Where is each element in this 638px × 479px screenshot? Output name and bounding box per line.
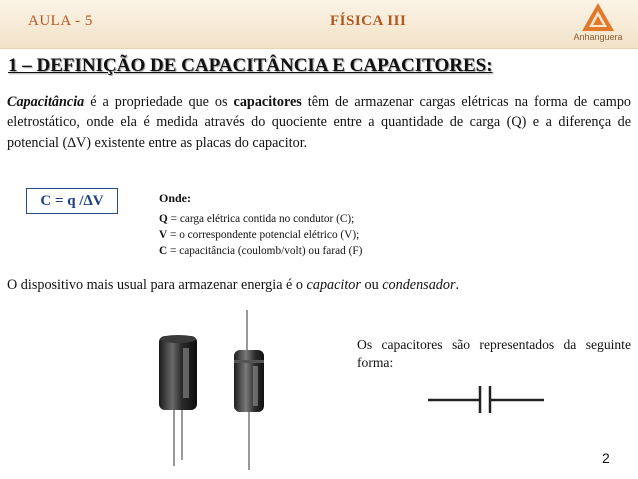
anhanguera-logo xyxy=(563,2,633,46)
formula-box: C = q /∆V xyxy=(26,188,118,214)
usual-device-sentence: O dispositivo mais usual para armazenar energia é o capacitor ou condensador. xyxy=(7,277,460,293)
logo-triangle-icon xyxy=(581,2,615,32)
section-title: 1 – DEFINIÇÃO DE CAPACITÂNCIA E CAPACITORES: xyxy=(8,55,493,76)
definition-item: C = capacitância (coulomb/volt) ou farad (F) xyxy=(159,245,363,257)
term-capacitores: capacitores xyxy=(233,94,302,110)
definition-paragraph xyxy=(7,92,631,153)
word-capacitor: capacitor xyxy=(306,277,361,293)
logo-text: Anhanguera xyxy=(573,32,623,42)
para-part2: têm de armazenar cargas elétricas na forma de campo eletrostático, onde ela é medida através do quociente entre a quantidade de carga (Q) e a diferença de potencial (∆V) existente entre as placas do capacitor. xyxy=(7,94,632,151)
lesson-label: AULA - 5 xyxy=(28,13,93,29)
page-number: 2 xyxy=(602,450,610,466)
para-part1: é a propriedade que os xyxy=(84,94,234,110)
definition-item: Q = carga elétrica contida no condutor (C); xyxy=(159,213,355,225)
capacitors-photo xyxy=(150,308,280,473)
definition-item: V = o correspondente potencial elétrico (V); xyxy=(159,229,360,241)
capacitor-symbol-icon xyxy=(426,384,546,414)
definitions-heading: Onde: xyxy=(159,191,192,205)
discipline-label: FÍSICA III xyxy=(330,13,407,29)
slide-header xyxy=(0,0,638,49)
term-capacitancia: Capacitância xyxy=(7,94,85,110)
word-condensador: condensador xyxy=(382,277,456,293)
representation-text: Os capacitores são representados da seguinte forma: xyxy=(357,337,631,370)
definitions-list xyxy=(159,190,362,259)
